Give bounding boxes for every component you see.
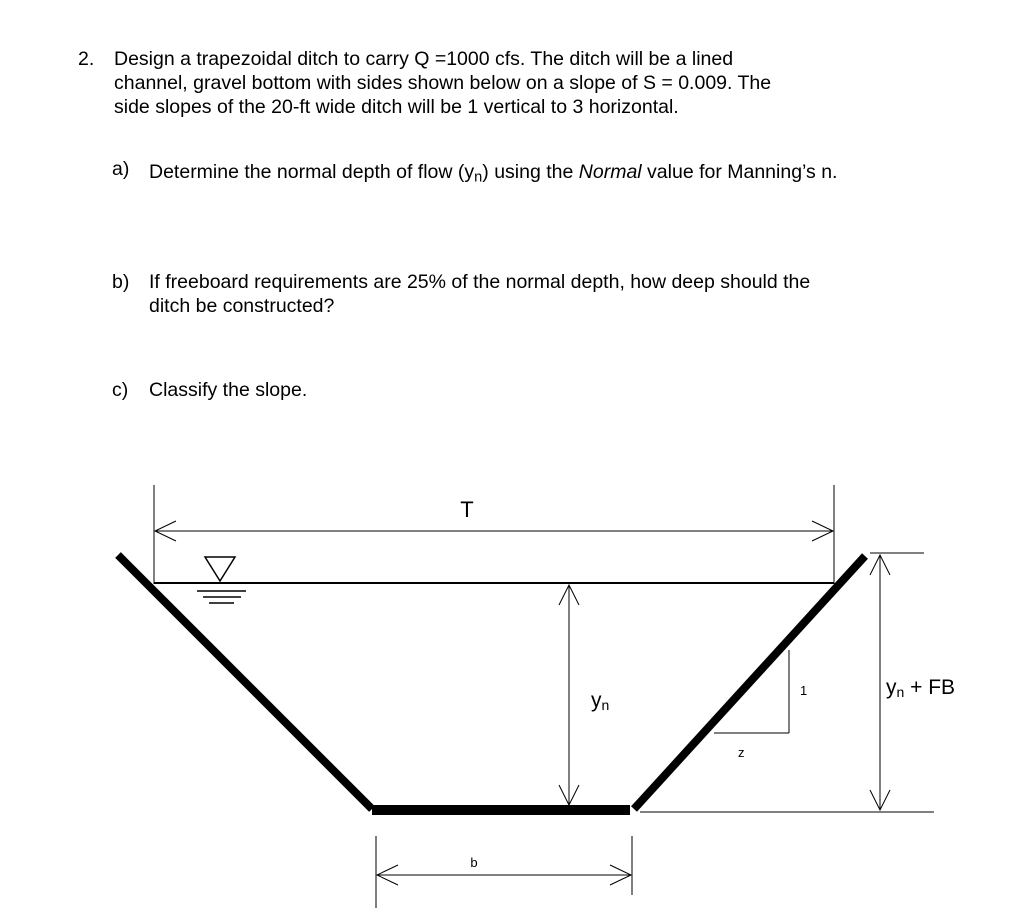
part-a-text-after: value for Manning’s n. [641, 161, 838, 183]
left-channel-wall [118, 555, 372, 809]
problem-number: 2. [78, 48, 95, 70]
problem-line-3: side slopes of the 20-ft wide ditch will be 1 vertical to 3 horizontal. [114, 96, 679, 118]
bottom-width-dimension [376, 836, 632, 908]
problem-line-2: channel, gravel bottom with sides shown below on a slope of S = 0.009. The [114, 72, 772, 94]
normal-depth-label: yn [591, 689, 610, 713]
total-depth-label: yn + FB [886, 676, 956, 700]
part-b-line-2: ditch be constructed? [149, 295, 335, 317]
slope-vertical-label: 1 [800, 683, 808, 698]
part-b-letter: b) [112, 271, 130, 293]
water-surface-symbol [197, 557, 246, 603]
slope-horizontal-label: z [738, 745, 745, 760]
part-a-text-before: Determine the normal depth of flow (y [149, 161, 475, 183]
part-b-line-1: If freeboard requirements are 25% of the normal depth, how deep should the [149, 271, 811, 293]
top-width-label: T [460, 497, 474, 522]
part-a-text-middle: ) using the [482, 161, 579, 183]
part-a-italic: Normal [578, 161, 642, 183]
slope-triangle [714, 650, 789, 733]
part-c-letter: c) [112, 379, 129, 401]
problem-line-1: Design a trapezoidal ditch to carry Q =1000 cfs. The ditch will be a lined [114, 48, 734, 70]
part-c-text: Classify the slope. [149, 379, 308, 401]
top-width-dimension [154, 485, 834, 584]
part-a-subscript: n [474, 169, 483, 186]
right-channel-wall [634, 556, 865, 809]
bottom-width-label: b [470, 855, 478, 870]
part-a-letter: a) [112, 158, 130, 180]
normal-depth-dimension [559, 585, 579, 805]
